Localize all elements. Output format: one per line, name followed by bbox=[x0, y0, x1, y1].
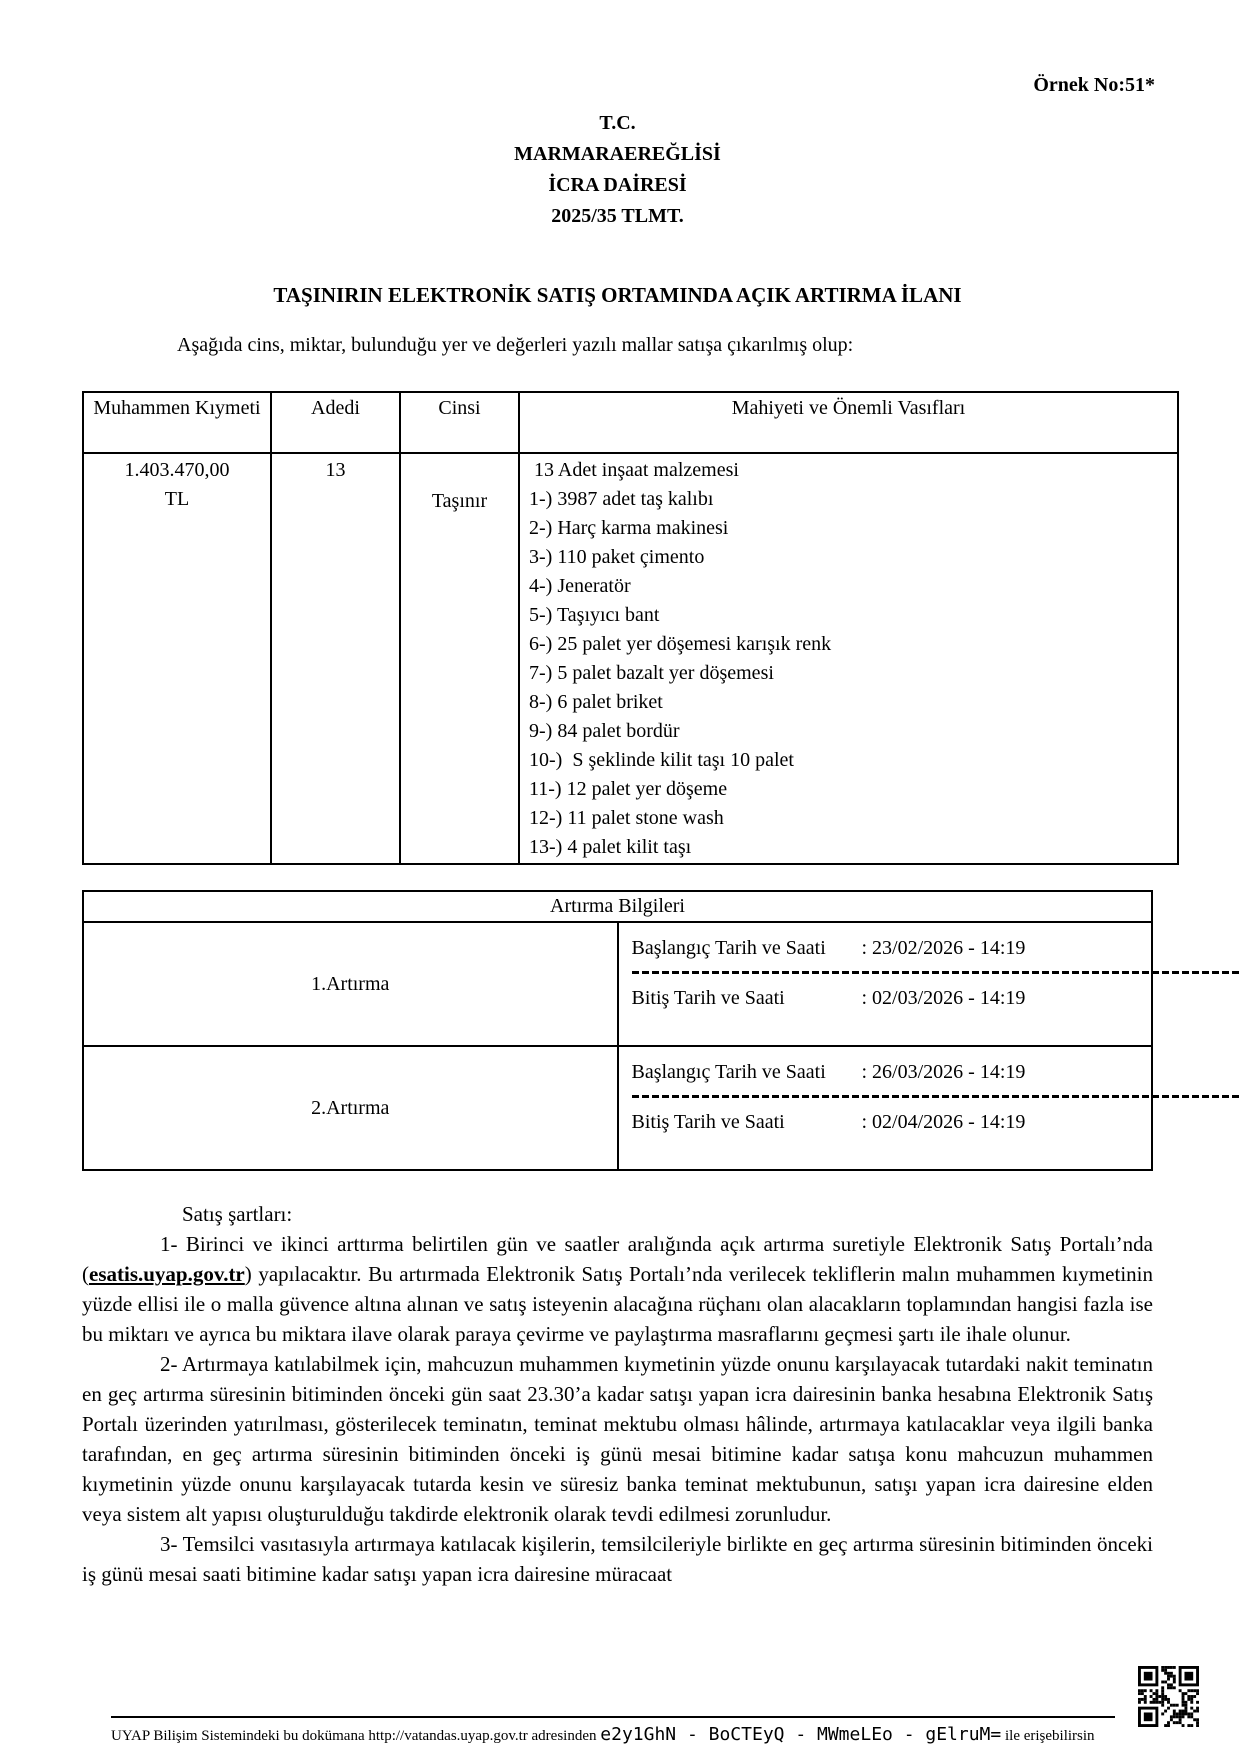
auction-2-end-label: Bitiş Tarih ve Saati bbox=[631, 1111, 785, 1133]
goods-header-muhammen: Muhammen Kıymeti bbox=[83, 392, 271, 453]
court-header-line: T.C. bbox=[599, 112, 636, 134]
footer-text bbox=[111, 1724, 1231, 1745]
goods-table-header-row bbox=[83, 392, 1178, 453]
auction-1-start bbox=[632, 937, 1151, 960]
esatis-url: esatis.uyap.gov.tr bbox=[89, 1262, 245, 1286]
goods-item-line: 7-) 5 palet bazalt yer döşemesi bbox=[529, 662, 774, 684]
goods-item-line: 10-) S şeklinde kilit taşı 10 palet bbox=[529, 749, 794, 771]
auction-1-end-value: : 02/03/2026 - 14:19 bbox=[861, 987, 1026, 1009]
goods-item-line: 12-) 11 palet stone wash bbox=[529, 807, 724, 829]
auction-1-label: 1.Artırma bbox=[83, 922, 618, 1046]
goods-item-line: 11-) 12 palet yer döşeme bbox=[529, 778, 728, 800]
auction-table bbox=[82, 890, 1153, 1171]
court-header-line: İCRA DAİRESİ bbox=[548, 174, 687, 196]
dashed-separator bbox=[632, 1095, 1241, 1098]
footer-suffix: ile erişebilirsin bbox=[1004, 1728, 1095, 1744]
auction-1-start-value: : 23/02/2026 - 14:19 bbox=[861, 937, 1026, 959]
cinsi-value: Taşınır bbox=[431, 490, 488, 512]
auction-2-end-value: : 02/04/2026 - 14:19 bbox=[861, 1111, 1026, 1133]
terms-p1-before: 1- Birinci ve ikinci arttırma belirtilen gün ve saatler aralığında açık artırma suretiyle Elektronik Satış Portalı’nda ( bbox=[82, 1232, 1153, 1286]
terms-heading: Satış şartları: bbox=[182, 1202, 293, 1226]
muhammen-kiymeti-line: TL bbox=[164, 488, 190, 510]
auction-2-start-label: Başlangıç Tarih ve Saati bbox=[631, 1061, 826, 1083]
terms-p1-after: ) yapılacaktır. Bu artırmada Elektronik Satış Portalı’nda verilecek tekliflerin malın muhammen kıymetinin yüzde ellisi ile o malla güvence altına alınan ve satış isteyenin alacağına rüçhanı olan alacakların toplamından hangisi fazla ise bu miktarı ve ayrıca bu miktara ilave olarak paraya çevirme ve paylaştırma masraflarını geçmesi şartı ile ihale olunur. bbox=[82, 1262, 1153, 1346]
court-header-line: MARMARAEREĞLİSİ bbox=[514, 143, 721, 165]
goods-item-line: 8-) 6 palet briket bbox=[529, 691, 663, 713]
footer-access-code: e2y1GhN - BoCTEyQ - MWmeLEo - gElruM= bbox=[600, 1724, 1002, 1745]
footer-divider bbox=[111, 1716, 1115, 1718]
muhammen-kiymeti-line: 1.403.470,00 bbox=[124, 459, 230, 481]
goods-item-line: 2-) Harç karma makinesi bbox=[529, 517, 729, 539]
goods-header-adedi: Adedi bbox=[271, 392, 400, 453]
auction-1-start-label: Başlangıç Tarih ve Saati bbox=[631, 937, 826, 959]
dashed-separator bbox=[632, 971, 1241, 974]
qr-code bbox=[1137, 1666, 1200, 1727]
goods-item-line: 13 Adet inşaat malzemesi bbox=[529, 459, 739, 481]
footer-prefix: UYAP Bilişim Sistemindeki bu dokümana http://vatandas.uyap.gov.tr adresinden bbox=[111, 1728, 597, 1744]
adedi-value: 13 bbox=[325, 459, 346, 481]
intro-text: Aşağıda cins, miktar, bulunduğu yer ve değerleri yazılı mallar satışa çıkarılmış olup: bbox=[177, 334, 854, 356]
auction-1-end-label: Bitiş Tarih ve Saati bbox=[631, 987, 785, 1009]
auction-table-title-row bbox=[83, 891, 1152, 922]
terms-paragraph-3: 3- Temsilci vasıtasıyla artırmaya katılacak kişilerin, temsilcileriyle birlikte en geç artırma süresinin bitiminden önceki iş günü mesai saati bitimine kadar satışı yapan icra dairesine müracaat bbox=[82, 1532, 1153, 1586]
document-title: TAŞINIRIN ELEKTRONİK SATIŞ ORTAMINDA AÇIK ARTIRMA İLANI bbox=[273, 283, 962, 307]
goods-item-line: 13-) 4 palet kilit taşı bbox=[529, 836, 692, 858]
auction-2-start-value: : 26/03/2026 - 14:19 bbox=[861, 1061, 1026, 1083]
auction-table-title: Artırma Bilgileri bbox=[83, 891, 1152, 922]
ornek-no: Örnek No:51* bbox=[1033, 74, 1155, 96]
auction-2-end bbox=[632, 1111, 1151, 1134]
auction-1-end bbox=[632, 987, 1151, 1010]
goods-description-list bbox=[520, 456, 1177, 862]
auction-2-start bbox=[632, 1061, 1151, 1084]
auction-2-label: 2.Artırma bbox=[83, 1046, 618, 1170]
goods-header-cinsi: Cinsi bbox=[400, 392, 519, 453]
terms-section bbox=[82, 1199, 1153, 1589]
goods-item-line: 9-) 84 palet bordür bbox=[529, 720, 680, 742]
goods-header-mahiyet: Mahiyeti ve Önemli Vasıfları bbox=[519, 392, 1178, 453]
court-header-line: 2025/35 TLMT. bbox=[551, 205, 684, 227]
goods-table bbox=[82, 391, 1179, 865]
auction-row-2 bbox=[83, 1046, 1152, 1170]
goods-table-row bbox=[83, 453, 1178, 864]
goods-item-line: 1-) 3987 adet taş kalıbı bbox=[529, 488, 714, 510]
goods-item-line: 5-) Taşıyıcı bant bbox=[529, 604, 660, 626]
muhammen-kiymeti-value bbox=[84, 456, 270, 514]
terms-paragraph-1 bbox=[82, 1229, 1153, 1349]
goods-item-line: 6-) 25 palet yer döşemesi karışık renk bbox=[529, 633, 832, 655]
goods-item-line: 3-) 110 paket çimento bbox=[529, 546, 705, 568]
goods-item-line: 4-) Jeneratör bbox=[529, 575, 631, 597]
terms-paragraph-2: 2- Artırmaya katılabilmek için, mahcuzun muhammen kıymetinin yüzde onunu karşılayacak tutardaki nakit teminatın en geç artırma süresinin bitiminden önceki gün saat 23.30’a kadar satışı yapan icra dairesinin banka hesabına Elektronik Satış Portalı üzerinden yatırılması, gösterilecek teminatın, teminat mektubu olması hâlinde, artırmaya katılacaklar veya ilgili banka tarafından, en geç artırma süresinin bitiminden önceki iş günü mesai bitimine kadar satışa konu mahcuzun muhammen kıymetinin yüzde onunu karşılayacak tutarda kesin ve süresiz banka teminat mektubunun, satışı yapan icra dairesine elden veya sistem alt yapısı oluşturulduğu takdirde elektronik olarak tevdi edilmesi zorunludur. bbox=[82, 1352, 1153, 1526]
court-header bbox=[82, 108, 1153, 232]
auction-row-1 bbox=[83, 922, 1152, 1046]
